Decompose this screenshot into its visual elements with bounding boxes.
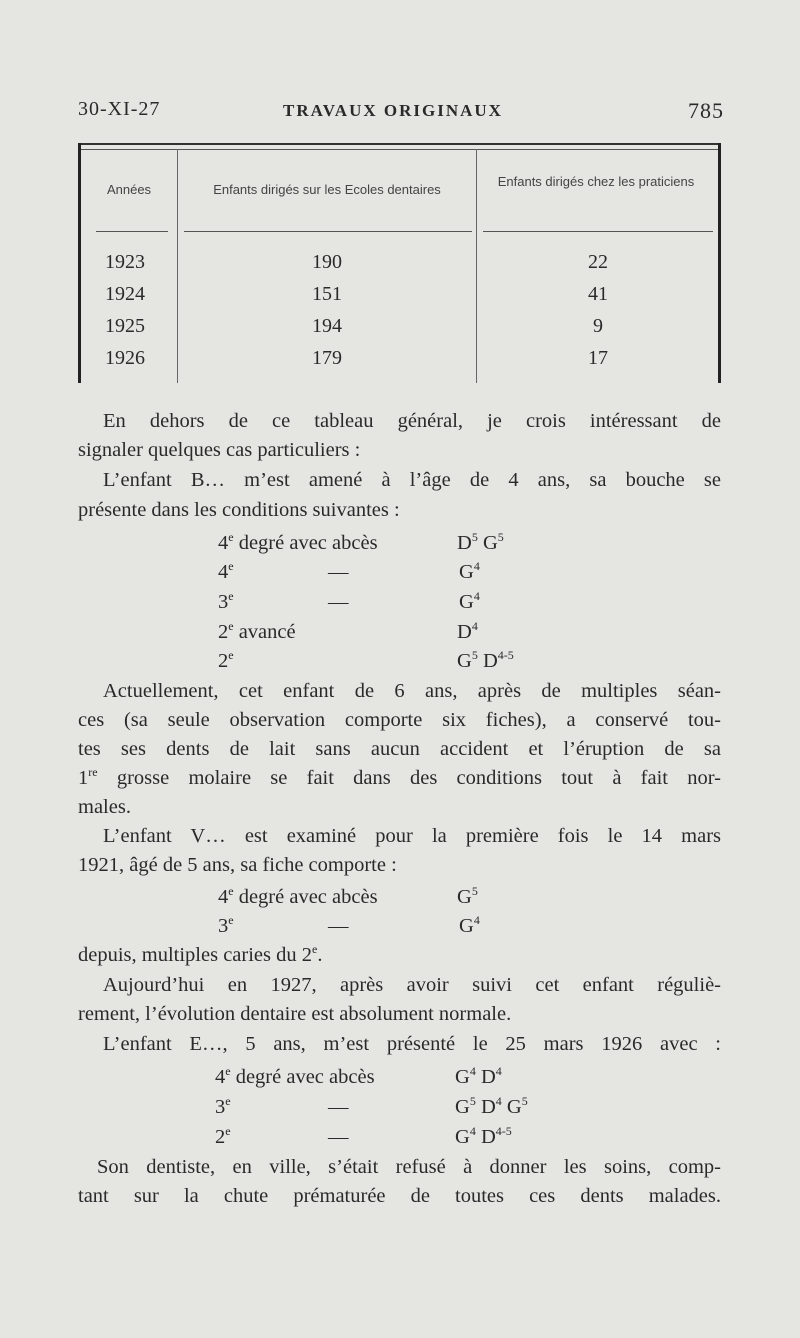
table-cell: 17 [588,347,608,369]
text-line: En dehors de ce tableau général, je crois intéressant de [103,410,721,432]
tooth-codes: $G^5$ [457,884,478,908]
page-number: 785 [688,98,724,123]
case-entry: 3e [218,913,234,937]
ditto-dash: — [328,1096,349,1118]
ditto-dash: — [328,1126,349,1148]
text-line: Actuellement, cet enfant de 6 ans, après de multiples séan- [103,680,721,702]
tooth-codes: $G^5$ $D^4$ $G^5$ [455,1094,528,1118]
case-entry: 3e [215,1094,231,1118]
header-date: 30-XI-27 [78,98,161,120]
tooth-codes: $D^4$ [457,619,478,643]
case-entry: 2e [218,648,234,672]
table-cell: 22 [588,251,608,273]
table-cell: 151 [312,283,342,305]
ditto-dash: — [328,561,349,583]
text-line: 1921, âgé de 5 ans, sa fiche comporte : [78,854,397,876]
ditto-dash: — [328,591,349,613]
case-entry: 2e [215,1124,231,1148]
tooth-codes: $G^4$ [459,559,480,583]
table-cell: 190 [312,251,342,273]
table-cell: 1925 [105,315,145,337]
case-entry: 4e degré avec abcès [218,884,378,908]
text-line: signaler quelques cas particuliers : [78,439,361,461]
case-entry: 3e [218,589,234,613]
text-line: L’enfant B… m’est amené à l’âge de 4 ans, sa bouche se [103,469,721,491]
tooth-codes: $G^4$ $D^{4-5}$ [455,1124,512,1148]
text-line: depuis, multiples caries du 2e. [78,942,323,966]
header-title: TRAVAUX ORIGINAUX [283,101,503,120]
table-header-practitioners: Enfants dirigés chez les praticiens [497,174,695,189]
table-cell: 1923 [105,251,145,273]
text-line: ces (sa seule observation comporte six fiches), a conservé tou- [78,709,721,731]
tooth-codes: $G^4$ [459,913,480,937]
text-line: Son dentiste, en ville, s’était refusé à donner les soins, comp- [97,1156,721,1178]
text-line: rement, l’évolution dentaire est absolument normale. [78,1003,512,1025]
text-line: L’enfant V… est examiné pour la première fois le 14 mars [103,825,721,847]
text-line: 1re grosse molaire se fait dans des conditions tout à fait nor- [78,765,721,789]
text-line: tes ses dents de lait sans aucun accident et l’éruption de sa [78,738,721,760]
table-header-schools: Enfants dirigés sur les Ecoles dentaires [213,182,441,197]
text-line: Aujourd’hui en 1927, après avoir suivi cet enfant réguliè- [103,974,721,996]
statistics-table [78,143,721,383]
case-entry: 4e degré avec abcès [218,530,378,554]
tooth-codes: $D^5$ $G^5$ [457,530,504,554]
text-line: présente dans les conditions suivantes : [78,499,400,521]
text-line: tant sur la chute prématurée de toutes ces dents malades. [78,1185,721,1207]
table-cell: 1924 [105,283,145,305]
tooth-codes: $G^4$ [459,589,480,613]
ditto-dash: — [328,915,349,937]
table-cell: 9 [593,315,603,337]
case-entry: 4e degré avec abcès [215,1064,375,1088]
tooth-codes: $G^4$ $D^4$ [455,1064,502,1088]
table-cell: 194 [312,315,342,337]
case-entry: 4e [218,559,234,583]
text-line: L’enfant E…, 5 ans, m’est présenté le 25 mars 1926 avec : [103,1033,721,1055]
case-entry: 2e avancé [218,619,296,643]
table-header-years: Années [106,182,152,197]
table-cell: 179 [312,347,342,369]
table-cell: 41 [588,283,608,305]
tooth-codes: $G^5$ $D^{4-5}$ [457,648,514,672]
table-cell: 1926 [105,347,145,369]
text-line: males. [78,796,131,818]
